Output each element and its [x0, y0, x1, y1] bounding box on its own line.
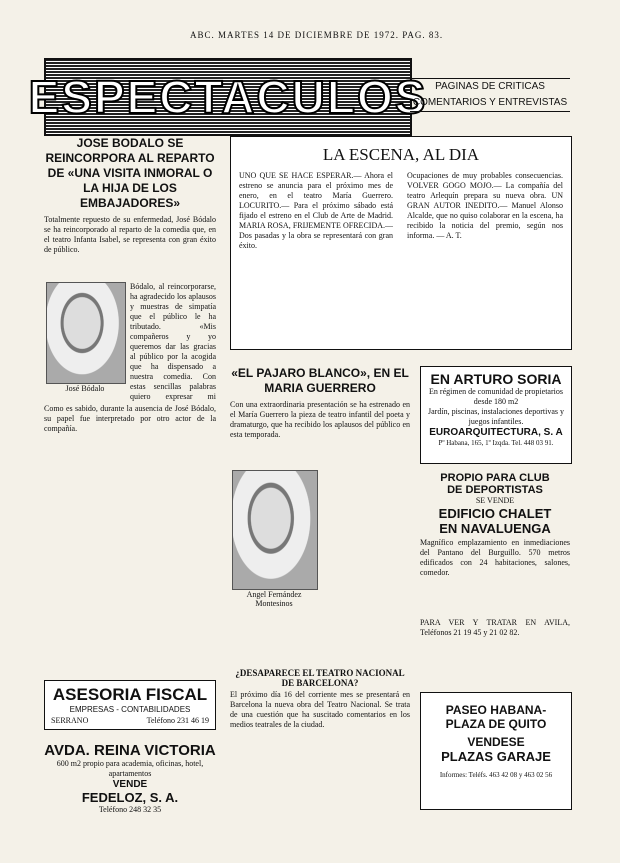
- asesoria-name: SERRANO: [51, 716, 89, 725]
- asesoria-phone: Teléfono 231 46 19: [146, 716, 209, 725]
- bodalo-article: [44, 136, 216, 277]
- paseo-line-3: VENDESE: [467, 735, 525, 749]
- subhead-line-1: PAGINAS DE CRITICAS: [435, 81, 545, 92]
- section-masthead: [28, 58, 428, 136]
- montesinos-photo: [232, 470, 318, 590]
- paseo-habana-ad: [420, 692, 572, 810]
- pajaro-body: Con una extraordinaria presentación se ha estrenado en el María Guerrero la pieza de teatro infantil del poeta y dramaturgo, que ha recibido los aplausos del público en esta temporada.: [230, 400, 410, 439]
- club-line-2: DE DEPORTISTAS: [447, 484, 543, 496]
- masthead-title: ESPECTACULOS: [28, 71, 428, 123]
- paseo-line-1: PASEO HABANA-: [445, 703, 547, 717]
- arturo-features: Jardín, piscinas, instalaciones deportivas y juegos infantiles.: [428, 407, 564, 426]
- montesinos-caption: Angel Fernández Montesinos: [246, 590, 302, 608]
- bodalo-body: Como es sabido, durante la ausencia de José Bódalo, su papel fue interpretado por otro actor de la compañía.: [44, 404, 216, 433]
- club-phone: PARA VER Y TRATAR EN AVILA, Teléfonos 21 19 45 y 21 02 82.: [420, 618, 570, 637]
- bodalo-caption: José Bódalo: [65, 384, 105, 393]
- bodalo-body-right: Bódalo, al reincorporarse, ha agradecido los aplausos y muestras de simpatía que el público le ha tributado. «Mis compañeros y yo queremos dar las gracias al público por la acogida que ha dispensado a nuestra comedia. Con estas sencillas palabras quiero expresar mi: [130, 282, 216, 401]
- escena-title: LA ESCENA, AL DIA: [322, 145, 480, 164]
- pajaro-body-side: [320, 470, 410, 610]
- asesoria-ad: [44, 680, 216, 730]
- escena-right: Ocupaciones de muy probables consecuencias. VOLVER GOGO MOJO.— La compañía del teatro Arlequín prepara su nueva obra. UN GRAN AUTOR INEDITO.— Manuel Alonso Alcalde, que no quiso colaborar en la escena, ha recibido la noticia del premio, según nos informa. — A. T.: [407, 171, 563, 240]
- club-ad: [420, 472, 570, 642]
- arturo-detail: desde 180 m2: [473, 397, 519, 406]
- club-line-5: EN NAVALUENGA: [439, 521, 551, 536]
- reina-phone: Teléfono 248 32 35: [98, 805, 162, 814]
- arturo-title: EN ARTURO SORIA: [430, 371, 562, 387]
- subhead-line-2: COMENTARIOS Y ENTREVISTAS: [412, 97, 568, 108]
- bodalo-photo: [46, 282, 126, 384]
- pajaro-article: [230, 366, 410, 460]
- club-line-4: EDIFICIO CHALET: [438, 506, 552, 521]
- barcelona-subtitle: ¿DESAPARECE EL TEATRO NACIONAL DE BARCELONA?: [235, 668, 405, 688]
- page-header: ABC. MARTES 14 DE DICIEMBRE DE 1972. PAG. 83.: [190, 30, 444, 40]
- paseo-line-4: PLAZAS GARAJE: [441, 749, 551, 764]
- asesoria-subtitle: EMPRESAS - CONTABILIDADES: [69, 705, 191, 714]
- arturo-address: Pº Habana, 165, 1º Izqda. Tel. 448 03 91.: [438, 439, 554, 447]
- bodalo-intro: Totalmente repuesto de su enfermedad, José Bódalo se ha reincorporado al reparto de la comedia que, en el teatro Infanta Isabel, se representa con gran éxito de público.: [44, 215, 216, 254]
- escena-box: [230, 136, 572, 350]
- bodalo-headline: JOSE BODALO SE REINCORPORA AL REPARTO DE «UNA VISITA INMORAL O LA HIJA DE LOS EMBAJADORES»: [45, 136, 215, 210]
- pajaro-headline: «EL PAJARO BLANCO», EN EL MARIA GUERRERO: [231, 366, 409, 395]
- arturo-sub: En régimen de comunidad de propietarios: [429, 387, 563, 396]
- reina-title: AVDA. REINA VICTORIA: [44, 742, 216, 759]
- reina-company: FEDELOZ, S. A.: [81, 790, 179, 805]
- barcelona-body: El próximo día 16 del corriente mes se presentará en Barcelona la nueva obra del Teatro Nacional. Se trata de una cuestión que ha suscitado comentarios en los medios teatrales de la ciudad.: [230, 690, 410, 729]
- arturo-company: EUROARQUITECTURA, S. A: [429, 427, 563, 438]
- arturo-soria-ad: [420, 366, 572, 464]
- section-subheading: [410, 78, 570, 112]
- club-line-1: PROPIO PARA CLUB: [440, 472, 550, 484]
- club-desc: Magnífico emplazamiento en inmediaciones del Pantano del Burguillo. 570 metros edificados con 24 habitaciones, salones, comedor.: [420, 538, 570, 577]
- escena-left: UNO QUE SE HACE ESPERAR.— Ahora el estreno se anuncia para el próximo mes de enero, en el teatro María Guerrero. LOCURITO.— Para el próximo sábado está fijado el estreno en el Club de Arte de Madrid. MARIA ROSA, FRIJEMENTE OFRECIDA.— Dos pasadas y la obra se representará con gran éxito.: [239, 171, 393, 250]
- asesoria-title: ASESORIA FISCAL: [52, 685, 208, 704]
- reina-desc: 600 m2 propio para academia, oficinas, hotel, apartamentos: [56, 759, 204, 778]
- reina-victoria-ad: [44, 742, 216, 815]
- club-line-3: SE VENDE: [475, 496, 515, 505]
- reina-vende: VENDE: [112, 779, 148, 790]
- barcelona-section: [230, 668, 410, 840]
- paseo-phone: Informes: Teléfs. 463 42 08 y 463 02 56: [439, 771, 553, 779]
- paseo-line-2: PLAZA DE QUITO: [445, 717, 547, 731]
